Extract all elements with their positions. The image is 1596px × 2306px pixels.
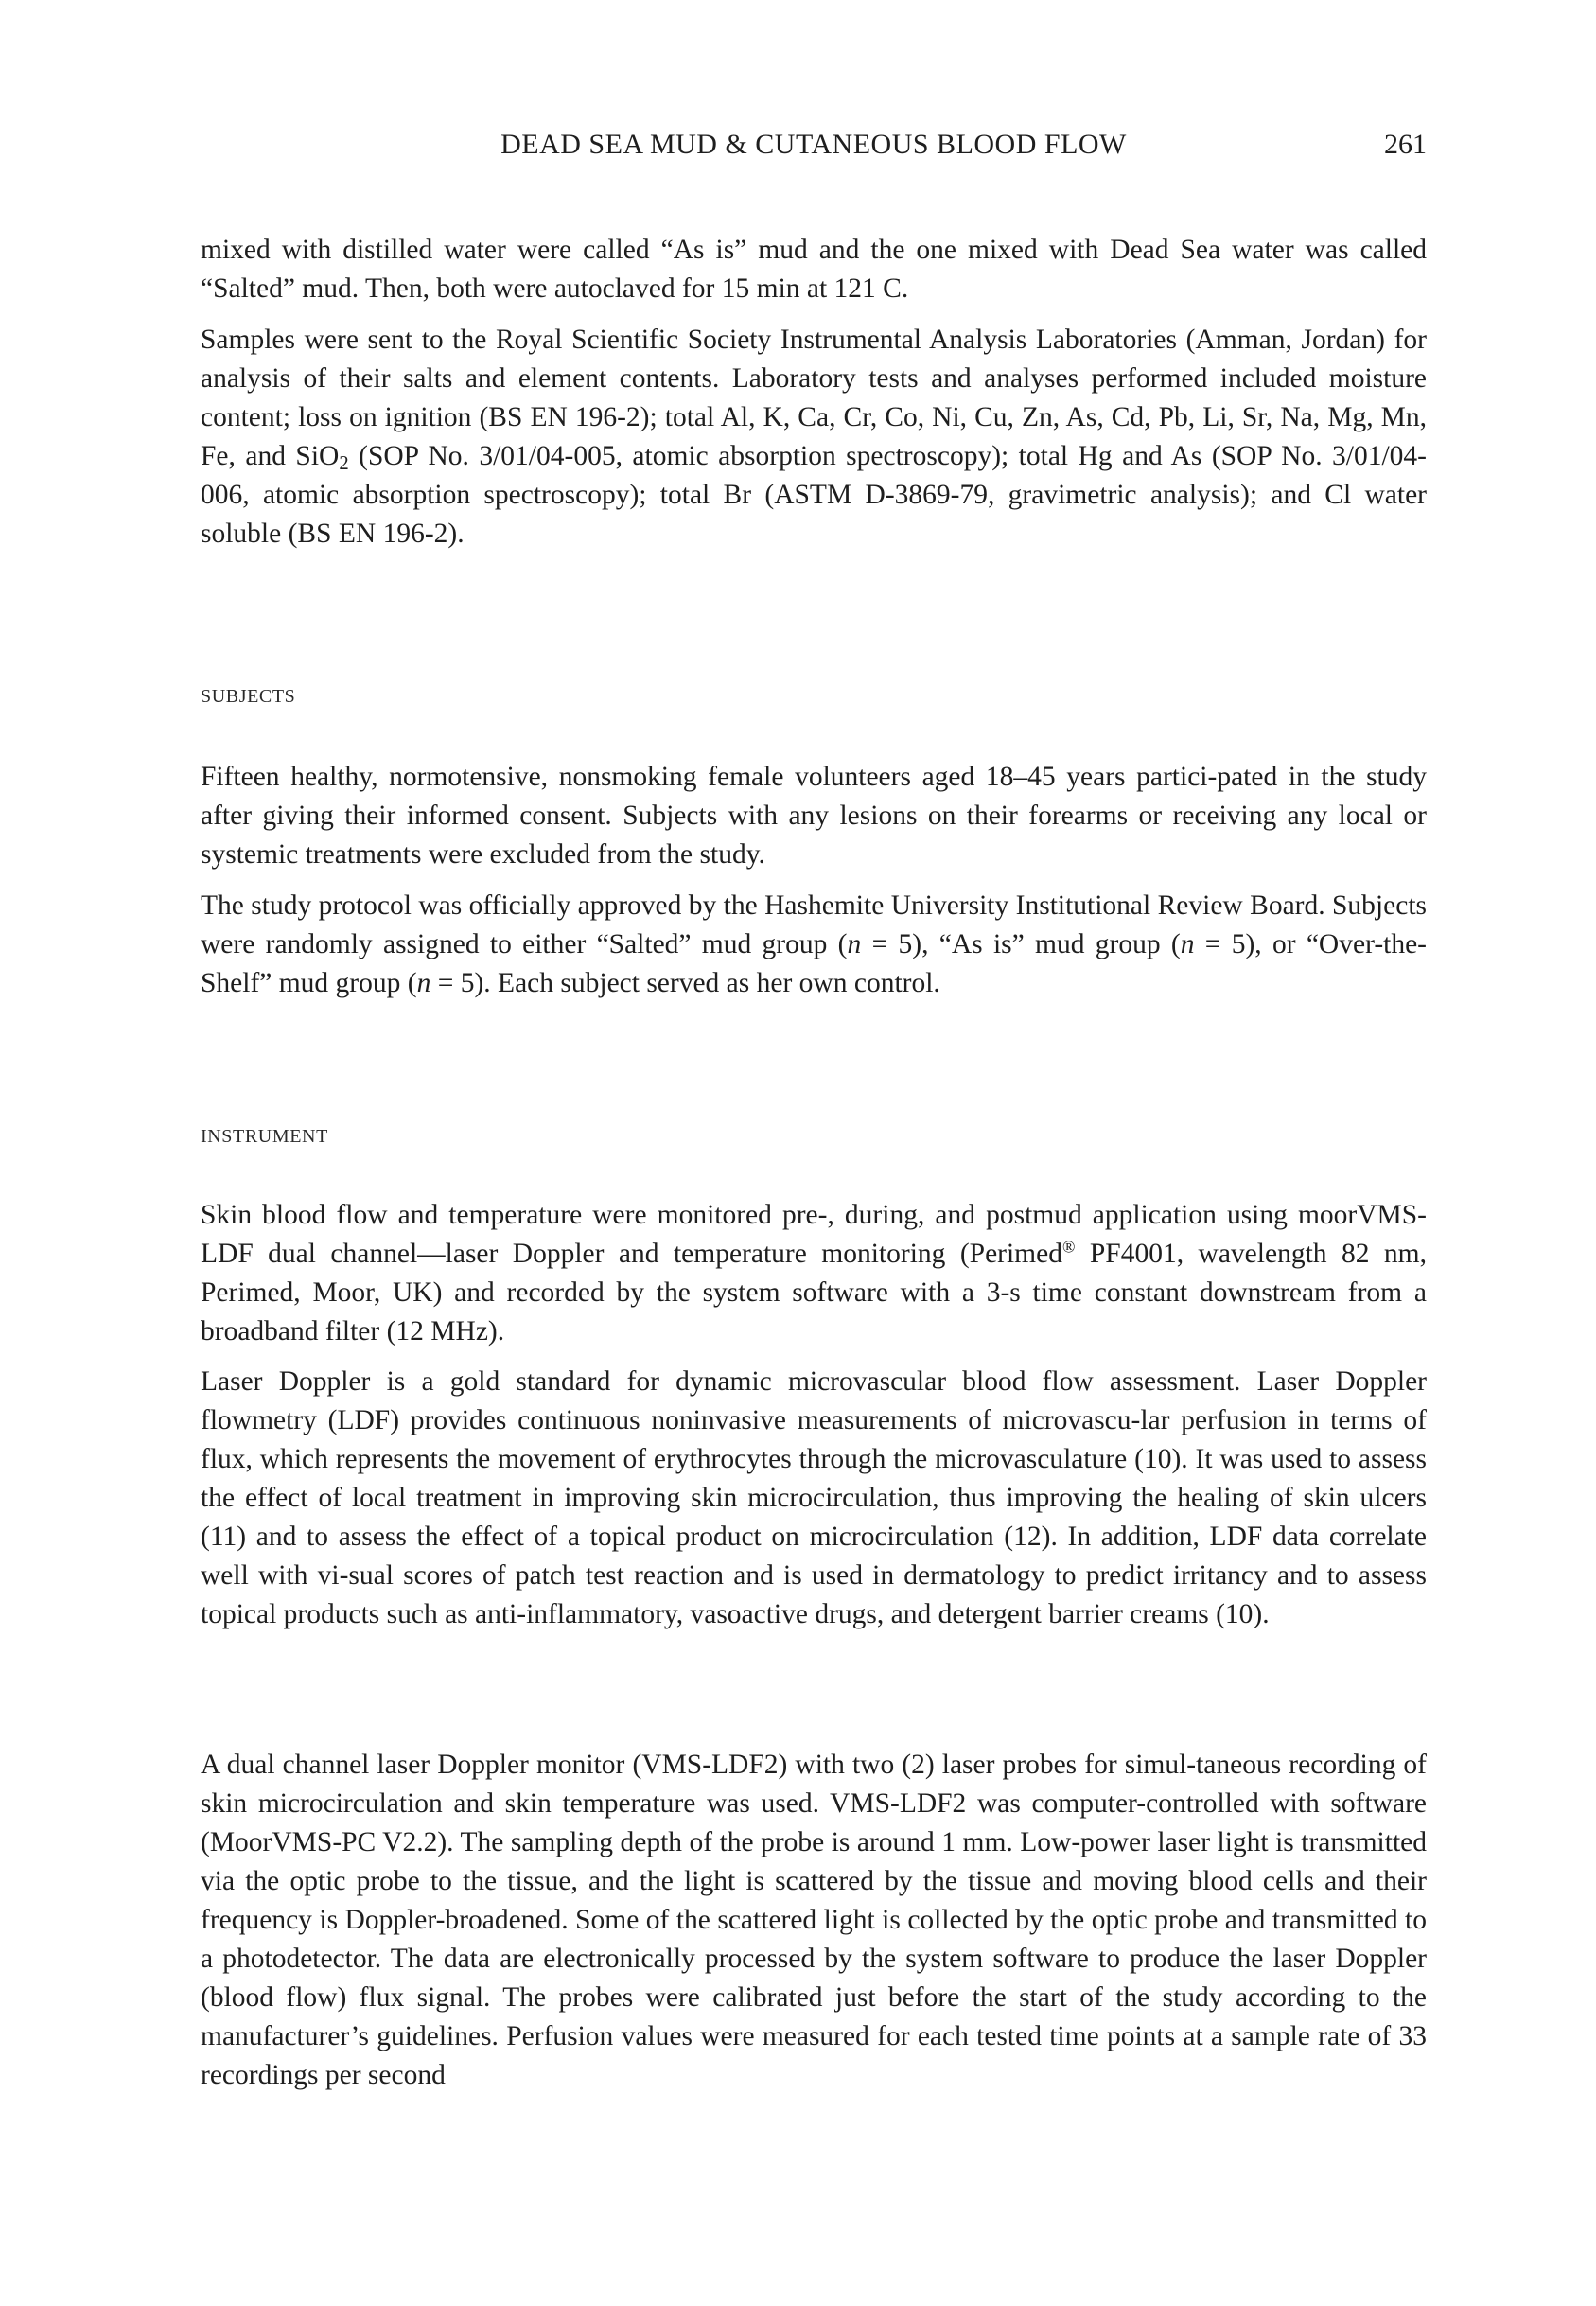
subjects-paragraph-2 (201, 887, 1427, 1003)
paragraph-text: A dual channel laser Doppler monitor (VMS-LDF2) with two (2) laser probes for simul-taneous recording of skin microcirculation and skin temperature was used. VMS-LDF2 was computer-controlled with software (MoorVMS-PC V2.2). The sampling depth of the probe is around 1 mm. Low-power laser light is transmitted via the optic probe to the tissue, and the light is scattered by the tissue and moving blood cells and their frequency is Doppler-broadened. Some of the scattered light is collected by the optic probe and transmitted to a photodetector. The data are electronically processed by the system software to produce the laser Doppler (blood flow) flux signal. The probes were calibrated just before the start of the study according to the manufacturer’s guidelines. Perfusion values were measured for each tested time points at a sample rate of 33 recordings per second (201, 1750, 1427, 2090)
paragraph-text (201, 1196, 1427, 1351)
text-span: Samples were sent to the Royal Scientific Society Instrumental Analysis Laboratories (Amman, Jordan) for analysis of their salts and element contents. Laboratory tests and analyses performed included moisture content; loss on ignition (BS EN 196-2); total Al, K, Ca, Cr, Co, Ni, Cu, Zn, As, Cd, Pb, Li, Sr, Na, Mg, Mn, Fe, and SiO (201, 325, 1427, 471)
subscript: 2 (339, 453, 349, 475)
text-span: Skin blood flow and temperature were monitored pre-, during, and postmud application using moorVMS-LDF dual channel—laser Doppler and temperature monitoring (Perimed (201, 1200, 1427, 1269)
page-number: 261 (1384, 129, 1427, 160)
text-span: The study protocol was officially approved by the Hashemite University Institutional Review Board. Subjects were randomly assigned to either “Salted” mud group ( (201, 890, 1427, 959)
section-heading-instrument: INSTRUMENT (201, 1126, 328, 1147)
running-head (201, 129, 1427, 170)
text-span: = 5), or “Over-the-Shelf” mud group ( (201, 929, 1427, 998)
italic-n: n (416, 968, 431, 998)
text-span: = 5). Each subject served as her own control. (430, 968, 940, 998)
paragraph-text: Fifteen healthy, normotensive, nonsmoking female volunteers aged 18–45 years partici-pated in the study after giving their informed consent. Subjects with any lesions on their forearms or receiving any local or systemic treatments were excluded from the study. (201, 762, 1427, 870)
intro-paragraph-1 (201, 231, 1427, 308)
paragraph-text (201, 887, 1427, 1003)
running-title: DEAD SEA MUD & CUTANEOUS BLOOD FLOW (500, 129, 1127, 160)
subjects-paragraph-1 (201, 758, 1427, 874)
section-heading-subjects: SUBJECTS (201, 686, 296, 707)
paragraph-text (201, 321, 1427, 554)
instrument-paragraph-3 (201, 1746, 1427, 2095)
italic-n: n (1180, 929, 1195, 959)
registered-mark: ® (1061, 1237, 1076, 1257)
paragraph-text: mixed with distilled water were called “As is” mud and the one mixed with Dead Sea water was called “Salted” mud. Then, both were autoclaved for 15 min at 121 C. (201, 235, 1427, 304)
text-span: = 5), “As is” mud group ( (861, 929, 1181, 959)
text-span: PF4001, wavelength 82 nm, Perimed, Moor, UK) and recorded by the system software with a 3-s time constant downstream from a broadband filter (12 MHz). (201, 1239, 1427, 1347)
paragraph-text: Laser Doppler is a gold standard for dynamic microvascular blood flow assessment. Laser Doppler flowmetry (LDF) provides continuous noninvasive measurements of microvascu-lar perfusion in terms of flux, which represents the movement of erythrocytes through the microvasculature (10). It was used to assess the effect of local treatment in improving skin microcirculation, thus improving the healing of skin ulcers (11) and to assess the effect of a topical product on microcirculation (12). In addition, LDF data correlate well with vi-sual scores of patch test reaction and is used in dermatology to predict irritancy and to assess topical products such as anti-inflammatory, vasoactive drugs, and detergent barrier creams (10). (201, 1366, 1427, 1629)
intro-paragraph-2 (201, 321, 1427, 554)
italic-n: n (847, 929, 862, 959)
instrument-paragraph-1 (201, 1196, 1427, 1351)
text-span: (SOP No. 3/01/04-005, atomic absorption spectroscopy); total Hg and As (SOP No. 3/01/04-006, atomic absorption spectroscopy); total Br (ASTM D-3869-79, gravimetric analysis); and Cl water soluble (BS EN 196-2). (201, 441, 1428, 549)
instrument-paragraph-2 (201, 1363, 1427, 1634)
